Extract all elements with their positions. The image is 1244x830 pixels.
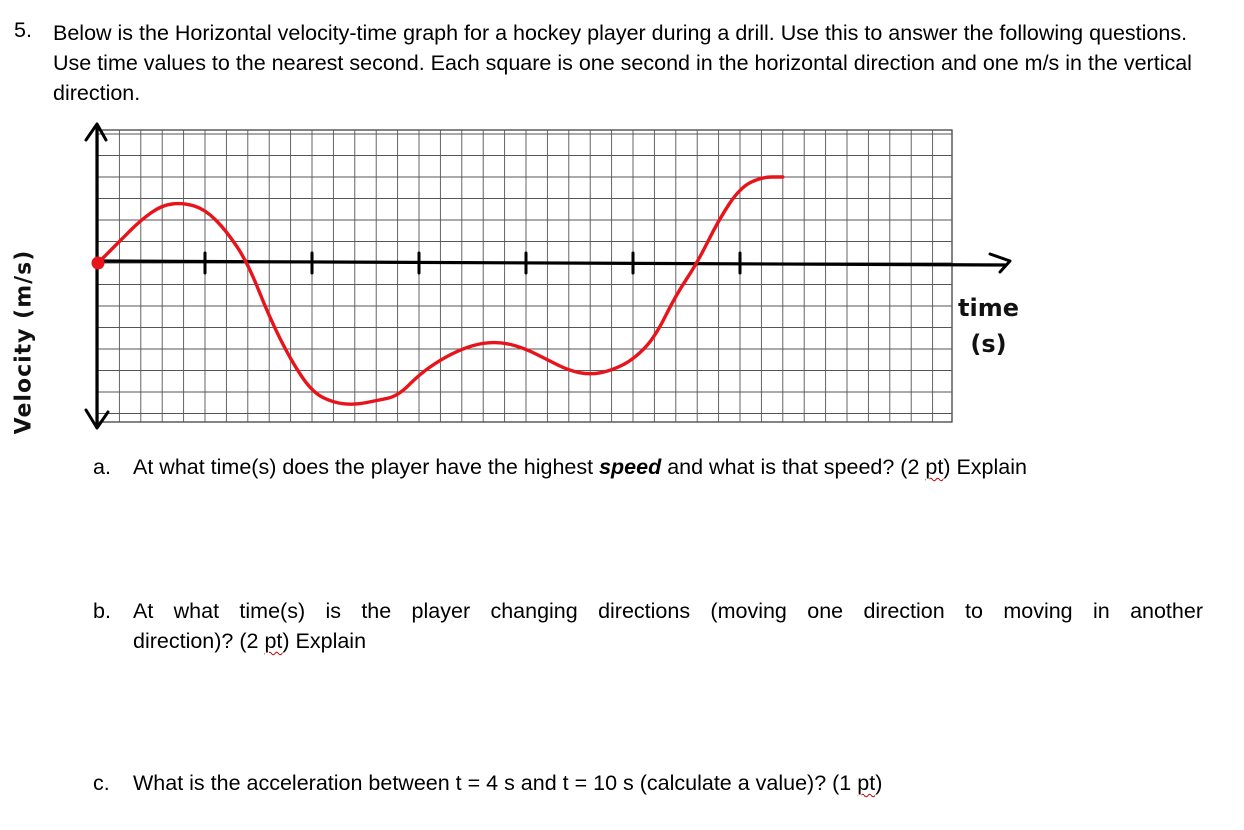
subquestion-b-pt: pt xyxy=(264,629,283,653)
subquestion-c-letter: c. xyxy=(93,771,110,795)
velocity-time-graph xyxy=(0,110,1080,440)
subquestion-c-text-after: ) xyxy=(875,771,883,795)
subquestion-a-text-after: ) Explain xyxy=(943,455,1027,479)
start-point xyxy=(92,257,105,270)
subquestion-a xyxy=(93,452,1027,482)
subquestion-c-pt: pt xyxy=(857,771,876,795)
subquestion-b-line2-before: direction)? (2 xyxy=(133,629,265,653)
x-axis-arrow xyxy=(990,254,1010,272)
subquestion-a-pt: pt xyxy=(925,455,944,479)
subquestion-a-text-before: At what time(s) does the player have the highest xyxy=(133,455,600,479)
subquestion-b-letter: b. xyxy=(93,599,111,623)
subquestion-b-line2-after: ) Explain xyxy=(282,629,367,653)
question-number: 5. xyxy=(14,18,32,42)
subquestion-a-emphasis: speed xyxy=(599,455,662,479)
subquestion-b-line1: At what time(s) is the player changing directions (moving one direction to moving in another xyxy=(133,599,1203,623)
y-axis-label: Velocity (m/s) xyxy=(11,249,37,435)
subquestion-a-letter: a. xyxy=(93,455,111,479)
x-axis-label-line2: (s) xyxy=(970,330,1007,358)
x-axis-label-line1: time xyxy=(958,294,1019,322)
subquestion-a-text-middle: and what is that speed? (2 xyxy=(661,455,926,479)
graph-svg xyxy=(0,110,1080,440)
question-text: Below is the Horizontal velocity-time graph for a hockey player during a drill. Use this to answer the following questions. Use time values to the nearest second. Each square is one second in the horizontal direction and one m/s in the vertical direction. xyxy=(53,21,1192,105)
subquestion-b xyxy=(93,596,1203,656)
x-axis-label xyxy=(958,290,1019,362)
subquestion-c xyxy=(93,768,883,798)
subquestion-c-text-before: What is the acceleration between t = 4 s and t = 10 s (calculate a value)? (1 xyxy=(133,771,858,795)
